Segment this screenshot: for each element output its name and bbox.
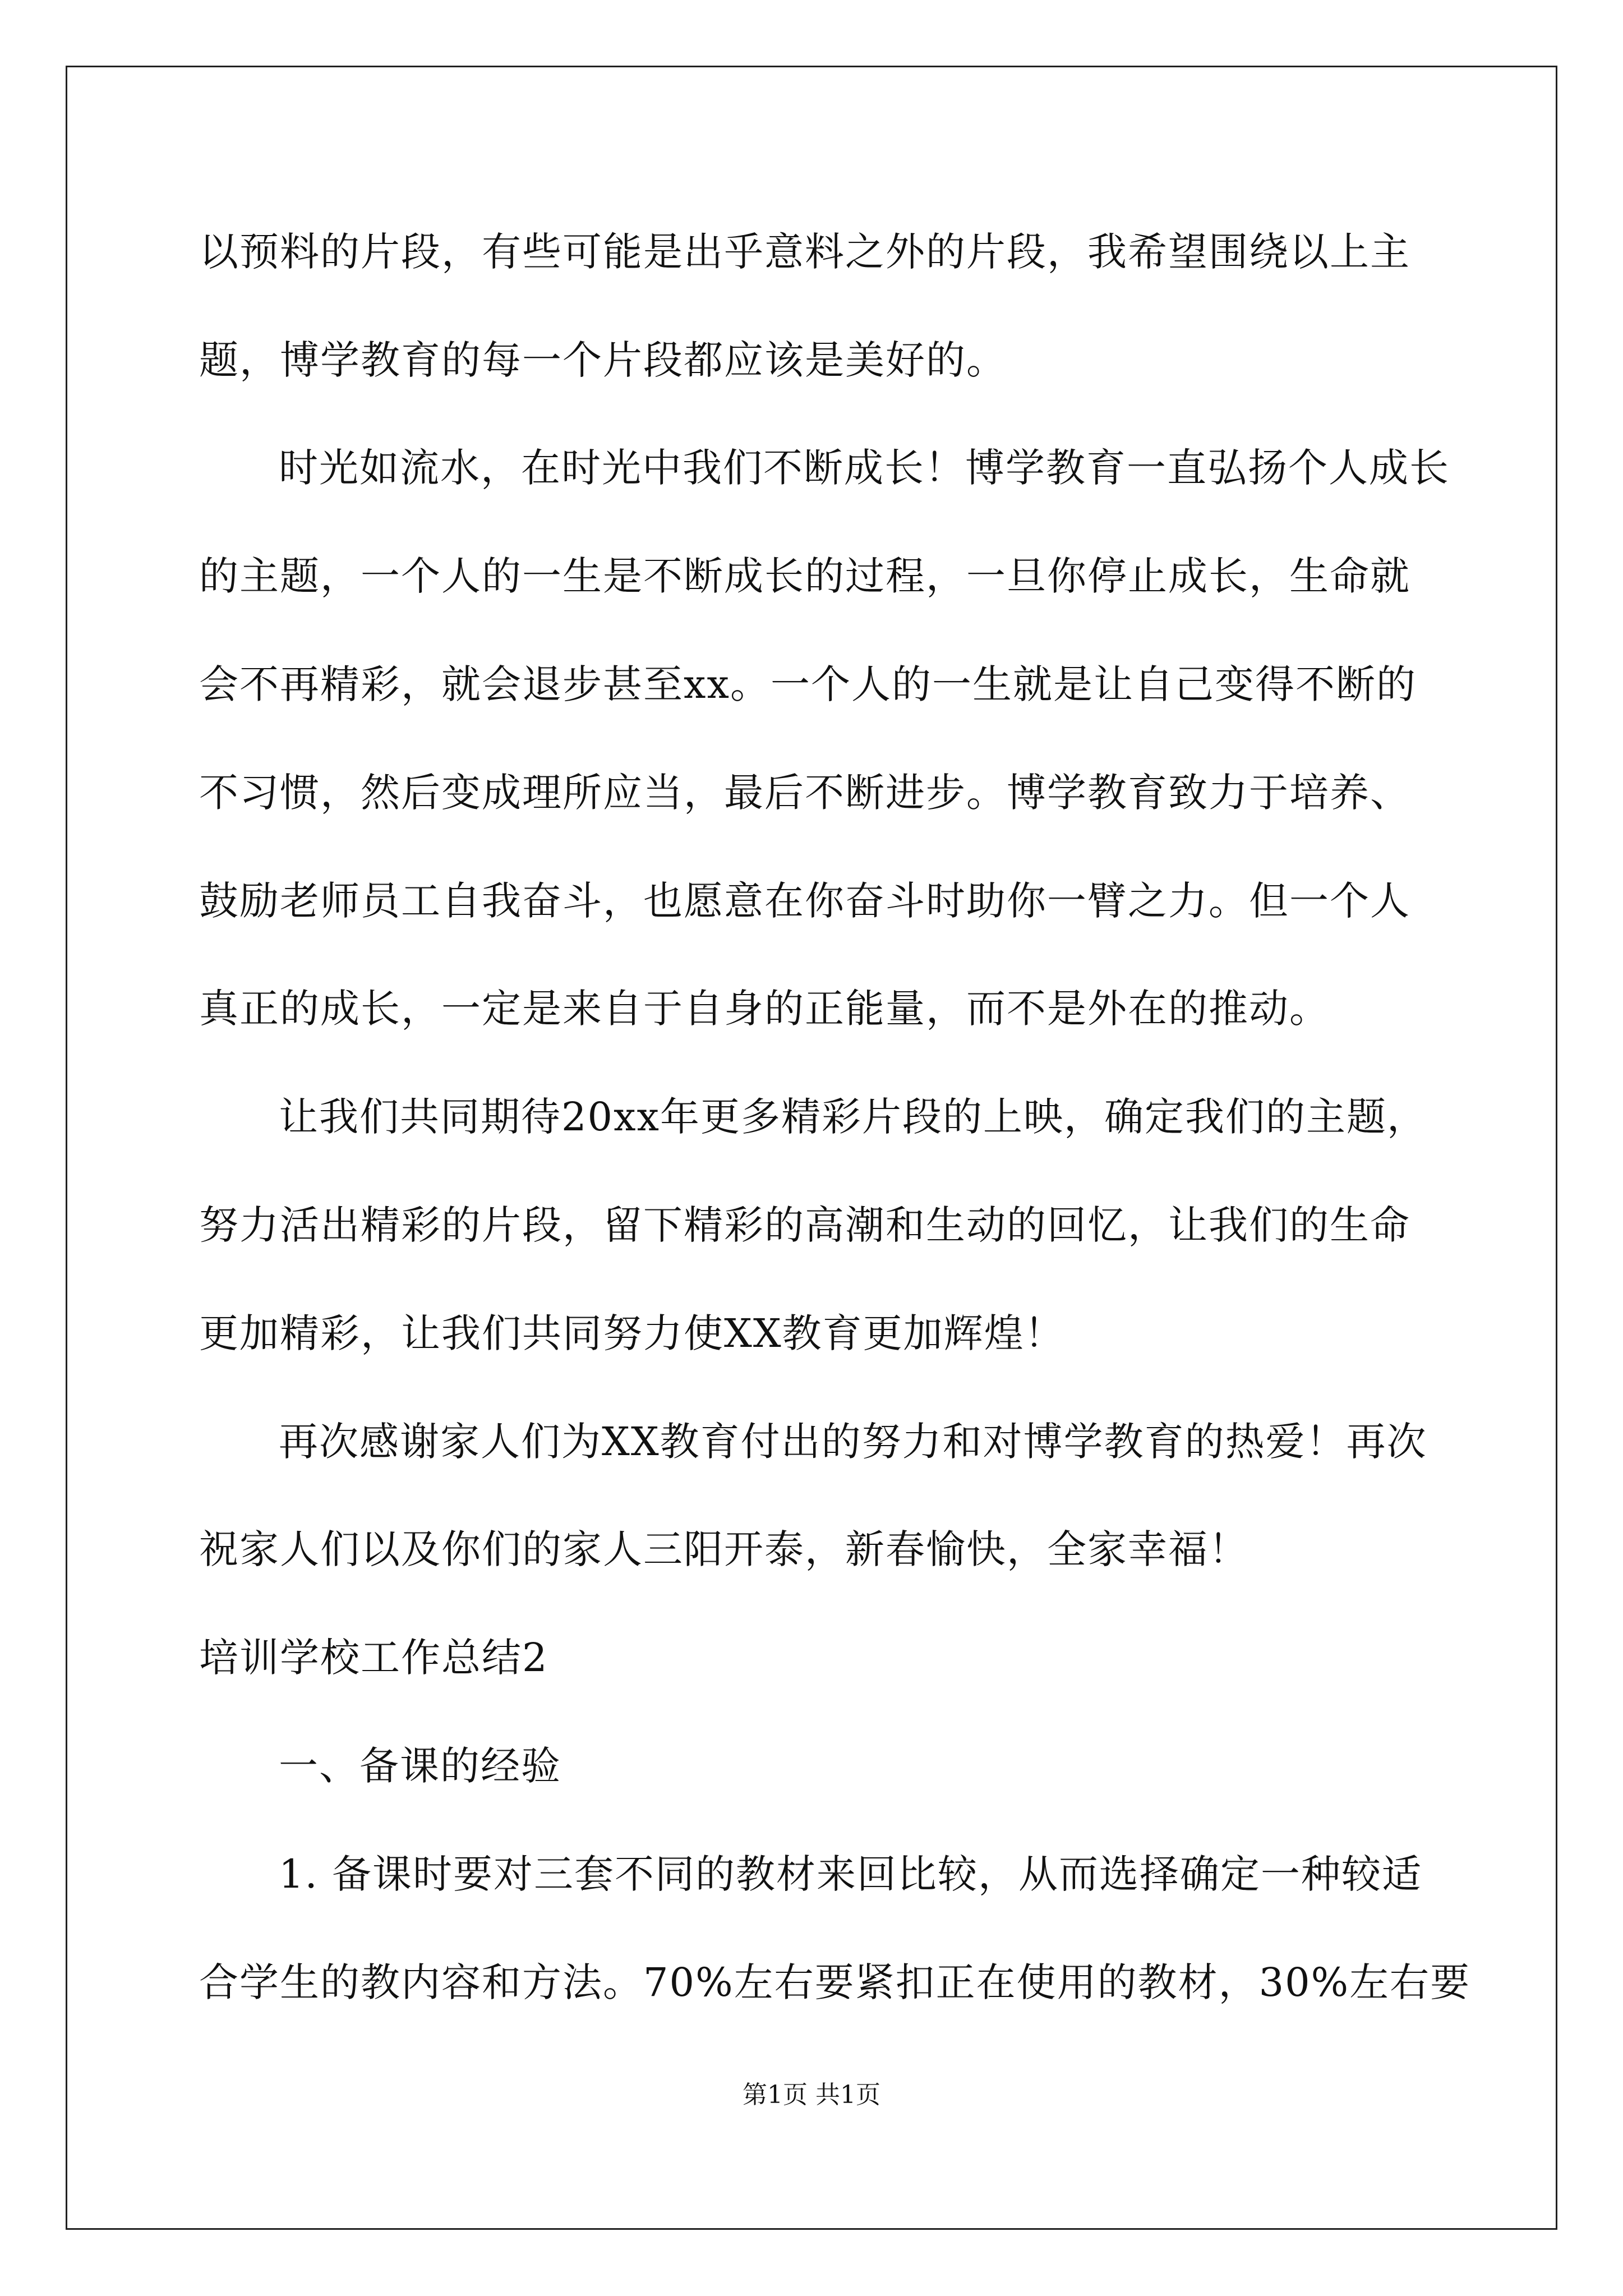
section-heading: 培训学校工作总结2	[199, 1635, 548, 1681]
text-line-11: 更加精彩，让我们共同努力使XX教育更加辉煌！	[199, 1310, 1065, 1356]
text-line-8: 真正的成长，一定是来自于自身的正能量，而不是外在的推动。	[199, 986, 1330, 1032]
text-line-2: 题，博学教育的每一个片段都应该是美好的。	[199, 337, 1007, 383]
text-line-7: 鼓励老师员工自我奋斗，也愿意在你奋斗时助你一臂之力。但一个人	[199, 878, 1410, 924]
text-line-1: 以预料的片段，有些可能是出乎意料之外的片段，我希望围绕以上主	[199, 229, 1410, 275]
text-line-13: 祝家人们以及你们的家人三阳开泰，新春愉快，全家幸福！	[199, 1526, 1249, 1572]
text-line-10: 努力活出精彩的片段，留下精彩的高潮和生动的回忆，让我们的生命	[199, 1202, 1410, 1248]
page-footer: 第1页 共1页	[743, 2081, 880, 2109]
text-line-6: 不习惯，然后变成理所应当，最后不断进步。博学教育致力于培养、	[199, 770, 1410, 816]
text-line-16: 1. 备课时要对三套不同的教材来回比较，从而选择确定一种较适	[279, 1851, 1423, 1897]
text-line-17: 合学生的教内容和方法。70%左右要紧扣正在使用的教材，30%左右要	[199, 1959, 1471, 2005]
page-frame	[66, 66, 1557, 2230]
subsection-heading: 一、备课的经验	[279, 1743, 561, 1789]
text-line-3: 时光如流水，在时光中我们不断成长！博学教育一直弘扬个人成长	[279, 445, 1450, 491]
text-line-5: 会不再精彩，就会退步甚至xx。一个人的一生就是让自己变得不断的	[199, 661, 1417, 707]
text-line-9: 让我们共同期待20xx年更多精彩片段的上映，确定我们的主题，	[279, 1094, 1428, 1140]
text-line-4: 的主题，一个人的一生是不断成长的过程，一旦你停止成长，生命就	[199, 553, 1410, 599]
text-line-12: 再次感谢家人们为XX教育付出的努力和对博学教育的热爱！再次	[279, 1419, 1427, 1465]
